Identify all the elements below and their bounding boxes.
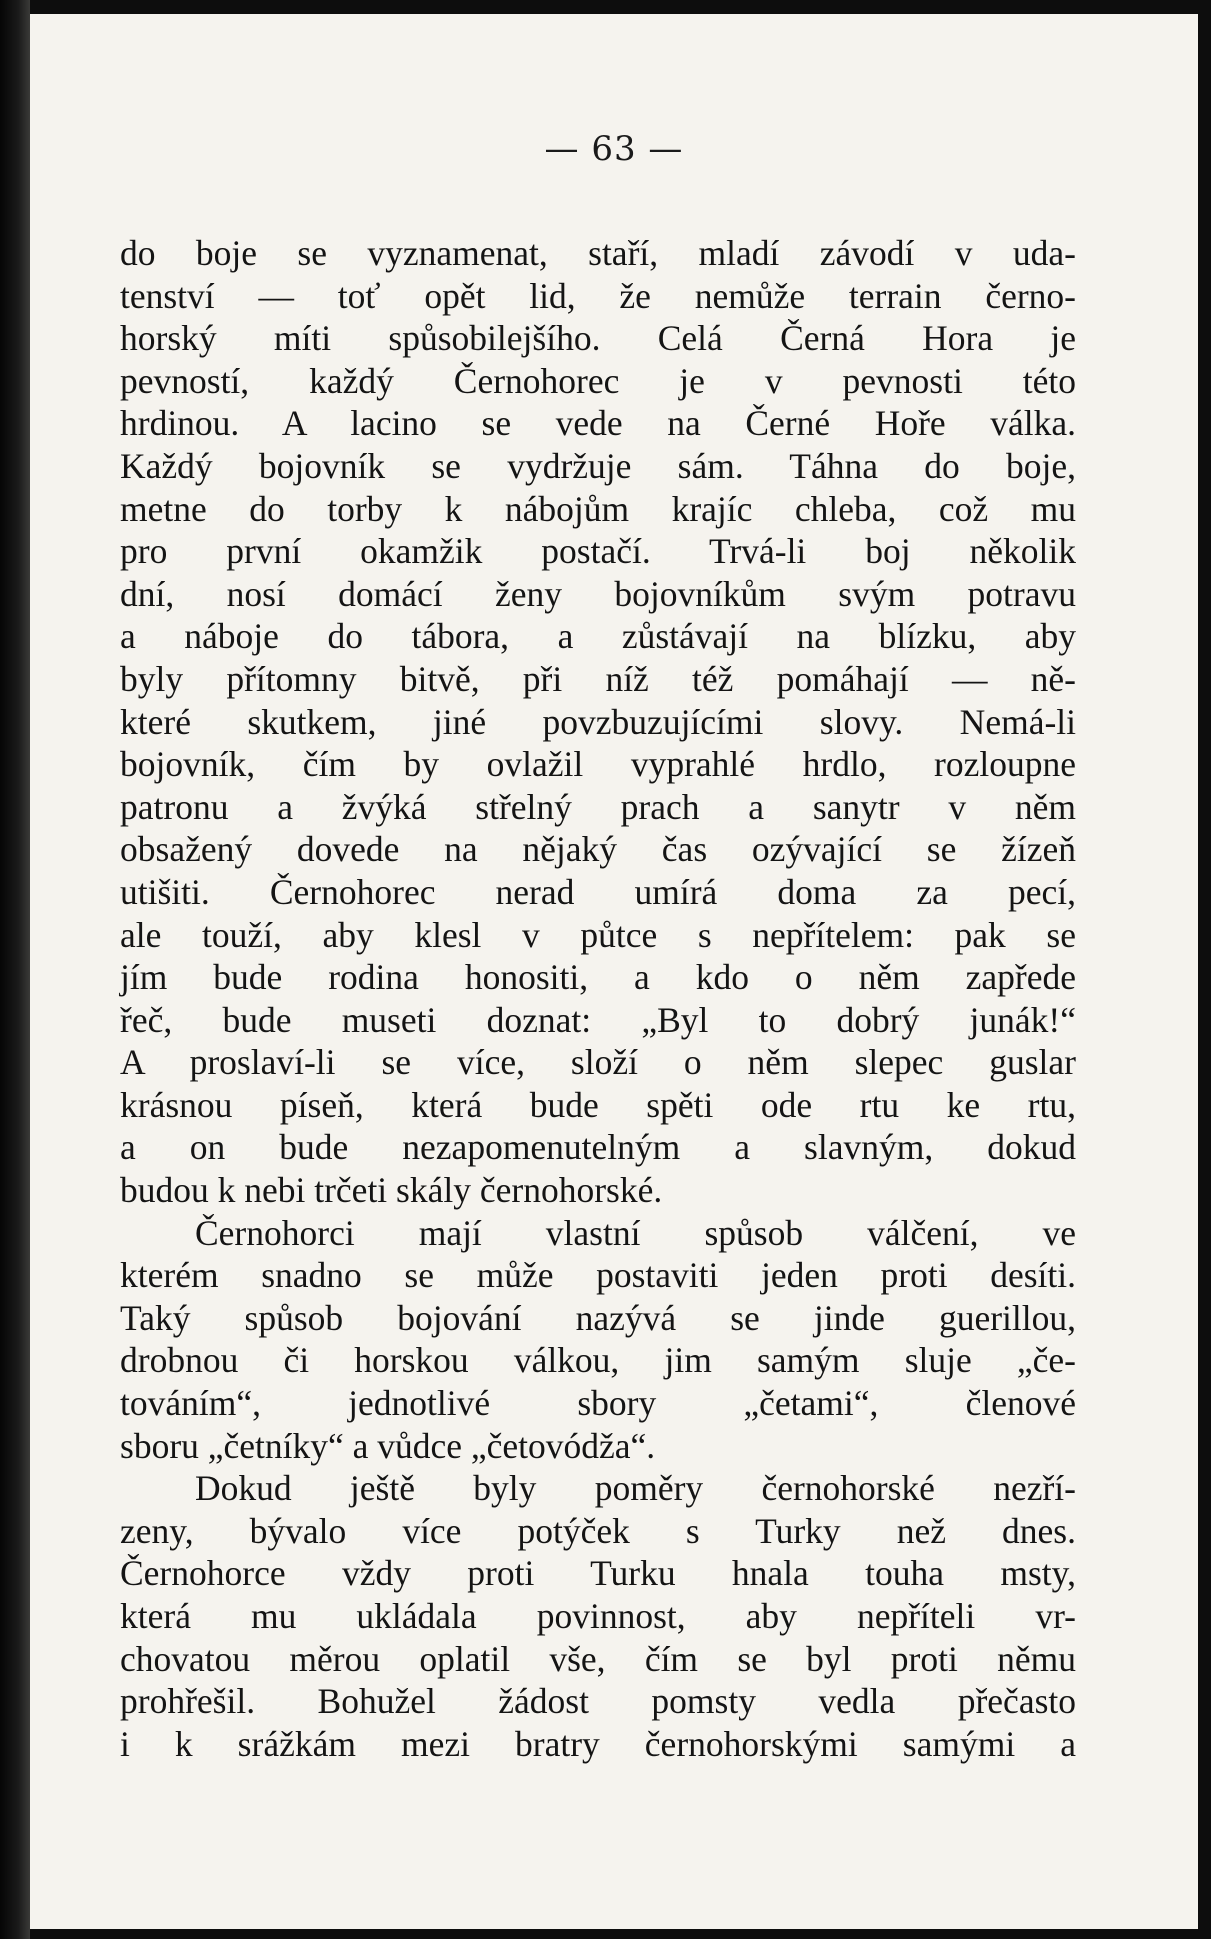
text-line: pro první okamžik postačí. Trvá-li boj několik	[120, 531, 1076, 572]
text-line: kterém snadno se může postaviti jeden proti desíti.	[120, 1255, 1076, 1296]
text-line: Černohorce vždy proti Turku hnala touha msty,	[120, 1553, 1076, 1594]
text-line: Každý bojovník se vydržuje sám. Táhna do boje,	[120, 445, 1076, 486]
text-line: do boje se vyznamenat, staří, mladí závodí v uda-	[120, 233, 1076, 273]
text-line: a náboje do tábora, a zůstávají na blízku, aby	[120, 616, 1076, 657]
text-line: zeny, bývalo více potýček s Turky než dnes.	[120, 1510, 1076, 1551]
text-line: horský míti spůsobilejšího. Celá Černá Hora je	[120, 318, 1076, 359]
text-line: prohřešil. Bohužel žádost pomsty vedla přečasto	[120, 1681, 1076, 1722]
scan-left-edge	[0, 0, 30, 1939]
book-page	[30, 14, 1198, 1929]
text-line: utišiti. Černohorec nerad umírá doma za pecí,	[120, 871, 1076, 912]
text-line: továním“, jednotlivé sbory „četami“, členové	[120, 1383, 1076, 1424]
text-line: patronu a žvýká střelný prach a sanytr v něm	[120, 786, 1076, 827]
text-line: metne do torby k nábojům krajíc chleba, což mu	[120, 488, 1076, 529]
text-line: sboru „četníky“ a vůdce „četovódža“.	[120, 1425, 656, 1466]
text-line: které skutkem, jiné povzbuzujícími slovy. Nemá-li	[120, 701, 1076, 742]
page-number: — 63 —	[544, 129, 684, 169]
text-line: řeč, bude museti doznat: „Byl to dobrý junák!“	[120, 999, 1076, 1040]
text-line: drobnou či horskou válkou, jim samým sluje „če-	[120, 1340, 1076, 1381]
text-line: chovatou měrou oplatil vše, čím se byl proti němu	[120, 1638, 1076, 1679]
text-line: byly přítomny bitvě, při níž též pomáhají — ně-	[120, 658, 1076, 699]
text-line: Taký spůsob bojování nazývá se jinde guerillou,	[120, 1297, 1076, 1338]
text-line: dní, nosí domácí ženy bojovníkům svým potravu	[120, 573, 1076, 614]
text-line: která mu ukládala povinnost, aby nepříteli vr-	[120, 1596, 1076, 1636]
text-line: A proslaví-li se více, složí o něm slepec guslar	[120, 1042, 1076, 1083]
text-line: jím bude rodina honositi, a kdo o něm zapřede	[120, 957, 1076, 998]
text-line: Dokud ještě byly poměry černohorské nezří-	[195, 1468, 1076, 1509]
text-line: budou k nebi trčeti skály černohorské.	[120, 1170, 663, 1211]
text-line: obsažený dovede na nějaký čas ozývající se žízeň	[120, 829, 1076, 870]
text-line: bojovník, čím by ovlažil vyprahlé hrdlo, rozloupne	[120, 744, 1076, 785]
text-line: krásnou píseň, která bude spěti ode rtu ke rtu,	[120, 1084, 1076, 1125]
body-text	[120, 232, 1076, 1765]
text-line: tenství — toť opět lid, že nemůže terrain černo-	[120, 275, 1076, 316]
text-line: pevností, každý Černohorec je v pevnosti této	[120, 360, 1076, 401]
text-line: ale touží, aby klesl v půtce s nepřítelem: pak se	[120, 914, 1076, 955]
text-line: i k srážkám mezi bratry černohorskými samými a	[120, 1723, 1076, 1764]
text-line: hrdinou. A lacino se vede na Černé Hoře válka.	[120, 403, 1076, 444]
text-line: a on bude nezapomenutelným a slavným, dokud	[120, 1127, 1076, 1168]
text-line: Černohorci mají vlastní spůsob válčení, ve	[195, 1212, 1076, 1253]
